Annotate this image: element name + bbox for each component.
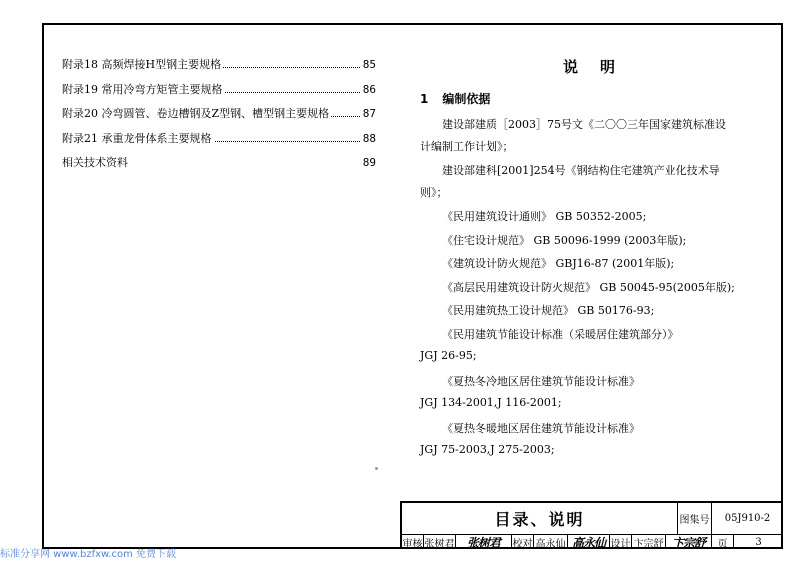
toc-item-page: 85 xyxy=(362,58,376,71)
toc-item-page: 87 xyxy=(362,107,376,120)
toc-item-page: 89 xyxy=(362,156,376,169)
body-line: JGJ 134-2001,J 116-2001; xyxy=(420,396,562,409)
body-line: JGJ 75-2003,J 275-2003; xyxy=(420,443,555,456)
body-line: 《民用建筑热工设计规范》 GB 50176-93; xyxy=(442,304,655,317)
page-label: 页 xyxy=(712,535,734,549)
toc-item-label: 附录20 冷弯圆管、卷边槽钢及Z型钢、槽型钢主要规格 xyxy=(62,107,330,120)
page-number: 3 xyxy=(755,536,762,548)
toc-item-page: 88 xyxy=(362,131,376,145)
watermark-text: 标准分享网 www.bzfxw.com 免费下载 xyxy=(0,549,176,560)
atlas-number: 05J910-2 xyxy=(712,503,783,535)
review-label: 审核 xyxy=(402,535,424,549)
toc-item[interactable] xyxy=(62,132,376,157)
check-label: 校对 xyxy=(512,535,534,549)
body-line: 《建筑设计防火规范》 GBJ16-87 (2001年版); xyxy=(442,257,675,270)
toc-item[interactable] xyxy=(62,83,376,108)
scan-speck xyxy=(375,467,378,470)
designer-name: 卞宗舒 xyxy=(632,535,666,549)
designer-signature: 卞宗舒 xyxy=(666,535,712,549)
body-line: 建设部建科[2001]254号《钢结构住宅建筑产业化技术导 xyxy=(442,164,720,177)
body-line: 计编制工作计划》； xyxy=(420,140,514,153)
atlas-label: 图集号 xyxy=(678,503,712,535)
toc-item[interactable] xyxy=(62,58,376,83)
design-label: 设计 xyxy=(610,535,632,549)
section-heading xyxy=(420,90,504,107)
table-of-contents xyxy=(62,58,376,181)
toc-item-label: 相关技术资料 xyxy=(62,156,128,169)
section-heading-text: 编制依据 xyxy=(442,92,491,106)
body-line: 《夏热冬暖地区居住建筑节能设计标准》 xyxy=(442,422,640,435)
body-line: 《民用建筑设计通则》 GB 50352-2005; xyxy=(442,210,647,223)
body-line: 《住宅设计规范》 GB 50096-1999 (2003年版); xyxy=(442,234,687,247)
toc-item[interactable] xyxy=(62,107,376,132)
body-line: JGJ 26-95; xyxy=(420,349,477,362)
body-line: 《高层民用建筑设计防火规范》 GB 50045-95(2005年版); xyxy=(442,281,735,294)
body-line: 建设部建质［2003］75号文《二〇〇三年国家建筑标准设 xyxy=(442,118,726,131)
toc-item-label: 附录21 承重龙骨体系主要规格 xyxy=(62,131,212,145)
page-title: 说明 xyxy=(562,58,637,76)
toc-item[interactable] xyxy=(62,156,376,181)
checker-name: 高永仙 xyxy=(534,535,568,549)
reviewer-name: 张树君 xyxy=(424,535,456,549)
title-block xyxy=(400,501,783,549)
reviewer-signature: 张树君 xyxy=(456,535,512,549)
drawing-title: 目录、说明 xyxy=(402,503,678,535)
body-line: 《夏热冬冷地区居住建筑节能设计标准》 xyxy=(442,375,640,388)
checker-signature: 高永仙 xyxy=(568,535,610,549)
section-number: 1 xyxy=(420,92,429,106)
body-line: 《民用建筑节能设计标准（采暖居住建筑部分）》 xyxy=(442,328,679,341)
body-line: 则》； xyxy=(420,186,448,199)
toc-item-label: 附录19 常用冷弯方矩管主要规格 xyxy=(62,82,223,96)
toc-item-page: 86 xyxy=(362,82,376,96)
toc-item-label: 附录18 高频焊接H型钢主要规格 xyxy=(62,58,222,71)
